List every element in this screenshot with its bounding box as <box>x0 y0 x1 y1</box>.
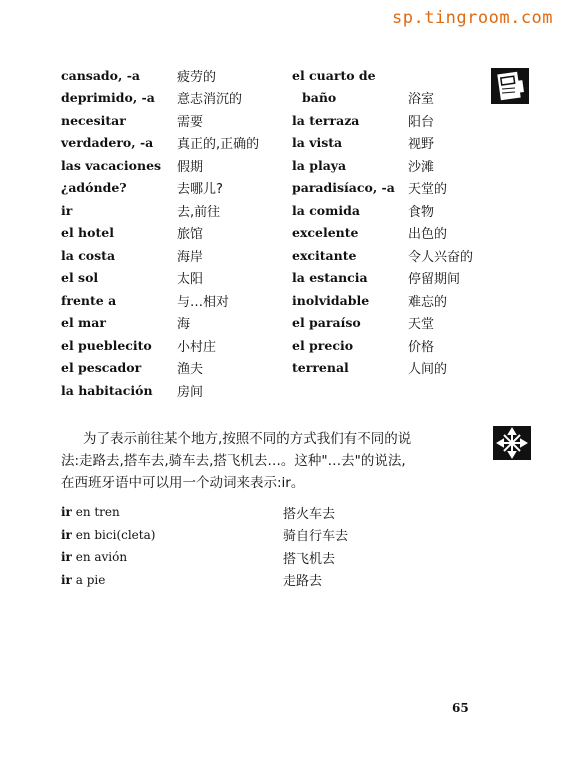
vocab-cn: 需要 <box>177 114 204 130</box>
paragraph-line: 在西班牙语中可以用一个动词来表示:ir。 <box>61 475 305 491</box>
phrase-row <box>61 546 421 569</box>
vocab-row <box>292 334 502 357</box>
vocab-row <box>61 379 293 402</box>
vocab-cn: 难忘的 <box>408 294 448 310</box>
phrase-rest: en bici(cleta) <box>75 527 156 542</box>
vocab-es: el pescador <box>61 360 142 376</box>
vocab-cn: 真正的,正确的 <box>177 137 260 153</box>
vocab-cn: 出色的 <box>408 227 448 243</box>
phrase-rest: en avión <box>75 550 128 565</box>
vocab-cn: 令人兴奋的 <box>408 249 474 265</box>
vocab-row <box>292 109 502 132</box>
vocab-row <box>61 199 293 222</box>
vocab-row <box>61 109 293 132</box>
phrase-row <box>61 501 421 524</box>
vocab-cn: 意志消沉的 <box>177 92 243 108</box>
vocab-cn: 疲劳的 <box>177 69 217 85</box>
vocab-es: cansado, -a <box>61 67 141 83</box>
vocab-es: inolvidable <box>292 292 370 308</box>
vocab-row <box>292 87 502 110</box>
vocab-cn: 房间 <box>177 384 204 400</box>
vocab-cn: 渔夫 <box>177 362 204 378</box>
vocab-es: excitante <box>292 247 357 263</box>
vocab-row <box>61 357 293 380</box>
vocab-row <box>292 222 502 245</box>
vocab-row <box>292 357 502 380</box>
vocab-cn: 天堂的 <box>408 182 448 198</box>
vocab-es: verdadero, -a <box>61 135 154 151</box>
watermark: sp.tingroom.com <box>392 8 554 28</box>
vocab-row <box>61 154 293 177</box>
phrase-es <box>61 550 283 564</box>
vocab-es: la comida <box>292 202 360 218</box>
vocab-row <box>61 244 293 267</box>
vocab-es: frente a <box>61 292 117 308</box>
phrase-verb: ir <box>61 572 72 587</box>
phrase-rest: en tren <box>75 505 120 520</box>
vocab-es: paradisíaco, -a <box>292 180 395 196</box>
vocab-cn: 天堂 <box>408 317 435 333</box>
vocab-cn: 海岸 <box>177 249 204 265</box>
vocab-row <box>292 154 502 177</box>
vocab-list-left <box>61 64 293 402</box>
vocab-es: el pueblecito <box>61 337 152 353</box>
vocab-cn: 小村庄 <box>177 339 217 355</box>
phrase-verb: ir <box>61 550 72 565</box>
notebook-icon <box>491 68 529 108</box>
vocab-es: la terraza <box>292 112 360 128</box>
vocab-cn: 假期 <box>177 159 204 175</box>
vocab-es: el paraíso <box>292 315 361 331</box>
vocab-es: necesitar <box>61 112 126 128</box>
vocab-es: deprimido, -a <box>61 90 155 106</box>
phrase-cn: 骑自行车去 <box>283 529 349 545</box>
vocab-es: la costa <box>61 247 116 263</box>
vocab-cn: 太阳 <box>177 272 204 288</box>
vocab-list-right <box>292 64 502 379</box>
vocab-row <box>61 132 293 155</box>
vocab-es: el cuarto de <box>292 67 376 83</box>
vocab-es: la estancia <box>292 270 368 286</box>
vocab-cn: 去哪儿? <box>177 182 223 198</box>
phrase-rest: a pie <box>75 572 106 587</box>
vocab-row <box>292 64 502 87</box>
vocab-es: la habitación <box>61 382 153 398</box>
phrase-es <box>61 573 283 587</box>
phrase-es <box>61 528 283 542</box>
vocab-es: el hotel <box>61 225 114 241</box>
vocab-cn: 旅馆 <box>177 227 204 243</box>
phrase-list <box>61 501 421 591</box>
paragraph-line: 法:走路去,搭车去,骑车去,搭飞机去…。这种"…去"的说法, <box>61 453 406 469</box>
vocab-cn: 去,前往 <box>177 204 221 220</box>
vocab-es: el precio <box>292 337 354 353</box>
vocab-row <box>292 132 502 155</box>
vocab-row <box>61 289 293 312</box>
vocab-es: el sol <box>61 270 99 286</box>
vocab-es: ir <box>61 202 73 218</box>
phrase-es <box>61 505 283 519</box>
vocab-row <box>61 334 293 357</box>
grammar-paragraph <box>61 428 491 494</box>
vocab-row <box>292 244 502 267</box>
vocab-cn: 与…相对 <box>177 294 230 310</box>
vocab-es: excelente <box>292 225 359 241</box>
arrows-cross-icon <box>493 426 531 464</box>
phrase-cn: 搭火车去 <box>283 506 336 522</box>
vocab-es: las vacaciones <box>61 157 162 173</box>
vocab-row <box>292 289 502 312</box>
vocab-cn: 海 <box>177 317 191 333</box>
vocab-row <box>61 267 293 290</box>
paragraph-line: 为了表示前往某个地方,按照不同的方式我们有不同的说 <box>83 431 412 447</box>
vocab-row <box>61 177 293 200</box>
phrase-row <box>61 524 421 547</box>
phrase-verb: ir <box>61 527 72 542</box>
vocab-row <box>61 312 293 335</box>
vocab-row <box>61 222 293 245</box>
vocab-es: terrenal <box>292 360 349 376</box>
phrase-cn: 搭飞机去 <box>283 551 336 567</box>
vocab-row <box>292 267 502 290</box>
vocab-cn: 浴室 <box>408 92 435 108</box>
vocab-row <box>61 64 293 87</box>
vocab-cn: 停留期间 <box>408 272 461 288</box>
vocab-row <box>61 87 293 110</box>
phrase-cn: 走路去 <box>283 574 323 590</box>
vocab-es: la playa <box>292 157 347 173</box>
vocab-es: el mar <box>61 315 106 331</box>
vocab-cn: 视野 <box>408 137 435 153</box>
page-number: 65 <box>452 701 469 715</box>
vocab-cn: 人间的 <box>408 362 448 378</box>
vocab-cn: 阳台 <box>408 114 435 130</box>
vocab-cn: 食物 <box>408 204 435 220</box>
vocab-es: la vista <box>292 135 343 151</box>
vocab-es: baño <box>302 90 337 106</box>
vocab-row <box>292 177 502 200</box>
vocab-es: ¿adónde? <box>61 180 127 196</box>
vocab-cn: 沙滩 <box>408 159 435 175</box>
vocab-row <box>292 312 502 335</box>
vocab-row <box>292 199 502 222</box>
phrase-verb: ir <box>61 505 72 520</box>
phrase-row <box>61 569 421 592</box>
vocab-cn: 价格 <box>408 339 435 355</box>
